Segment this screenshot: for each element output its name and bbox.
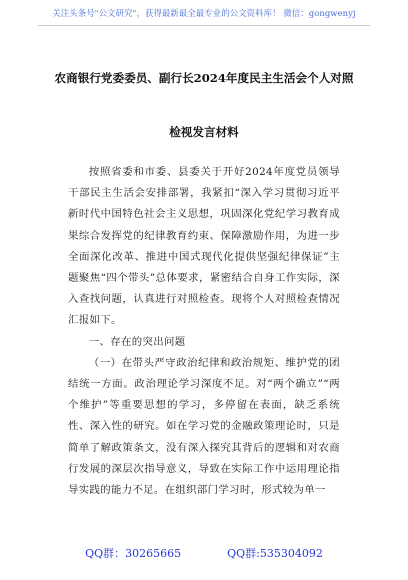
- section-heading: 一、存在的突出问题: [88, 335, 186, 348]
- section-paragraph: （一）在带头严守政治纪律和政治规矩、维护党的团结统一方面。政治理论学习深度不足。对“两个确立”“两个维护”等重要思想的学习，多停留在表面，缺乏系统性、深入性的研究。如在学习党的金融政策理论时，只是简单了解政策条文，没有深入探究其背后的逻辑和对农商行发展的深层次指导意义，导致在实际工作中运用理论指导实践的能力不足。在组织部门学习时，形式较为单一: [68, 356, 340, 497]
- document-title-line-1: 农商银行党委委员、副行长2024年度民主生活会个人对照: [54, 71, 354, 85]
- document-body: [68, 162, 340, 501]
- footer-qq-group-1: QQ群：30265665: [85, 547, 182, 560]
- document-title-line-2: 检视发言材料: [169, 125, 239, 139]
- header-banner: 关注头条号"公文研究"，获得最新最全最专业的公文资料库！ 微信：gongwenyj: [52, 8, 356, 18]
- footer-qq-group-2: QQ群:535304092: [227, 547, 323, 560]
- intro-paragraph: 按照省委和市委、县委关于开好2024年度党员领导干部民主生活会安排部署，我紧扣“深入学习贯彻习近平新时代中国特色社会主义思想，巩固深化党纪学习教育成果综合发挥党的纪律教育约束、保障激励作用，为进一步全面深化改革、推进中国式现代化提供坚强纪律保证”主题聚焦“四个带头”总体要求，紧密结合自身工作实际，深入查找问题，认真进行对照检查。现将个人对照检查情况汇报如下。: [68, 166, 340, 327]
- header-divider: [38, 25, 370, 26]
- footer-contact: [0, 545, 408, 561]
